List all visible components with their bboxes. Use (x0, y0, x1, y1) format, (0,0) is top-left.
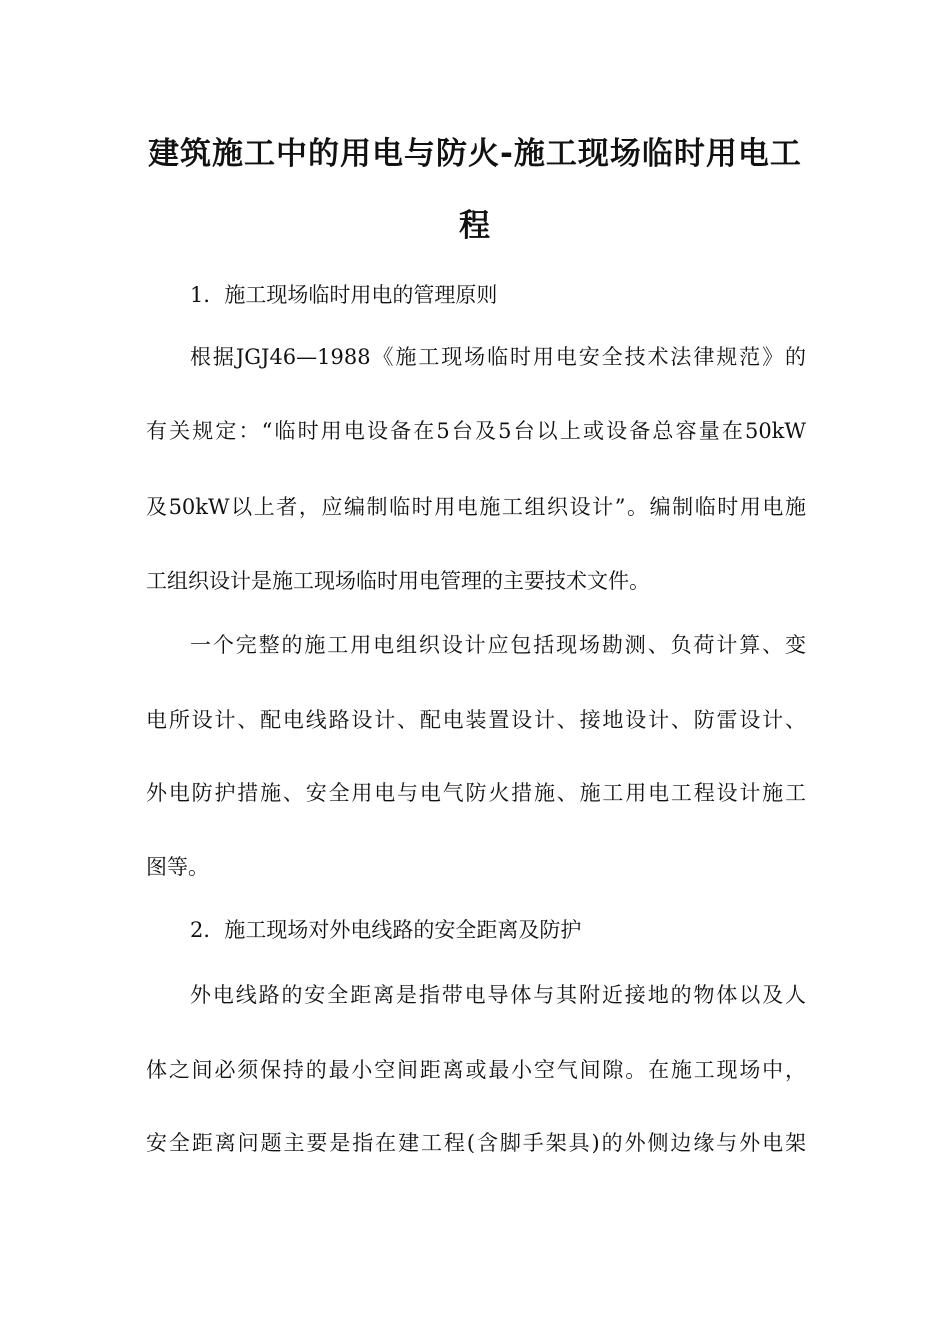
paragraph-line: 及50kW以上者，应编制临时用电施工组织设计”。编制临时用电施 (146, 495, 806, 519)
paragraph-line: 有关规定：“临时用电设备在5台及5台以上或设备总容量在50kW (146, 419, 806, 443)
section-heading-1: 1．施工现场临时用电的管理原则 (190, 283, 498, 307)
section-heading-2: 2．施工现场对外电线路的安全距离及防护 (190, 918, 582, 942)
paragraph-line: 图等。 (146, 855, 209, 879)
paragraph-line: 外电防护措施、安全用电与电气防火措施、施工用电工程设计施工 (146, 781, 806, 805)
paragraph-line: 外电线路的安全距离是指带电导体与其附近接地的物体以及人 (190, 983, 806, 1007)
paragraph-line: 体之间必须保持的最小空间距离或最小空气间隙。在施工现场中， (146, 1058, 806, 1082)
paragraph-line: 一个完整的施工用电组织设计应包括现场勘测、负荷计算、变 (190, 633, 806, 657)
paragraph-line: 根据JGJ46—1988《施工现场临时用电安全技术法律规范》的 (190, 345, 806, 369)
paragraph-line: 工组织设计是施工现场临时用电管理的主要技术文件。 (146, 569, 650, 593)
document-title-line-2: 程 (459, 208, 491, 244)
paragraph-line: 安全距离问题主要是指在建工程(含脚手架具)的外侧边缘与外电架 (146, 1131, 806, 1155)
document-title-line-1: 建筑施工中的用电与防火-施工现场临时用电工 (148, 136, 802, 172)
paragraph-line: 电所设计、配电线路设计、配电装置设计、接地设计、防雷设计、 (146, 708, 806, 732)
